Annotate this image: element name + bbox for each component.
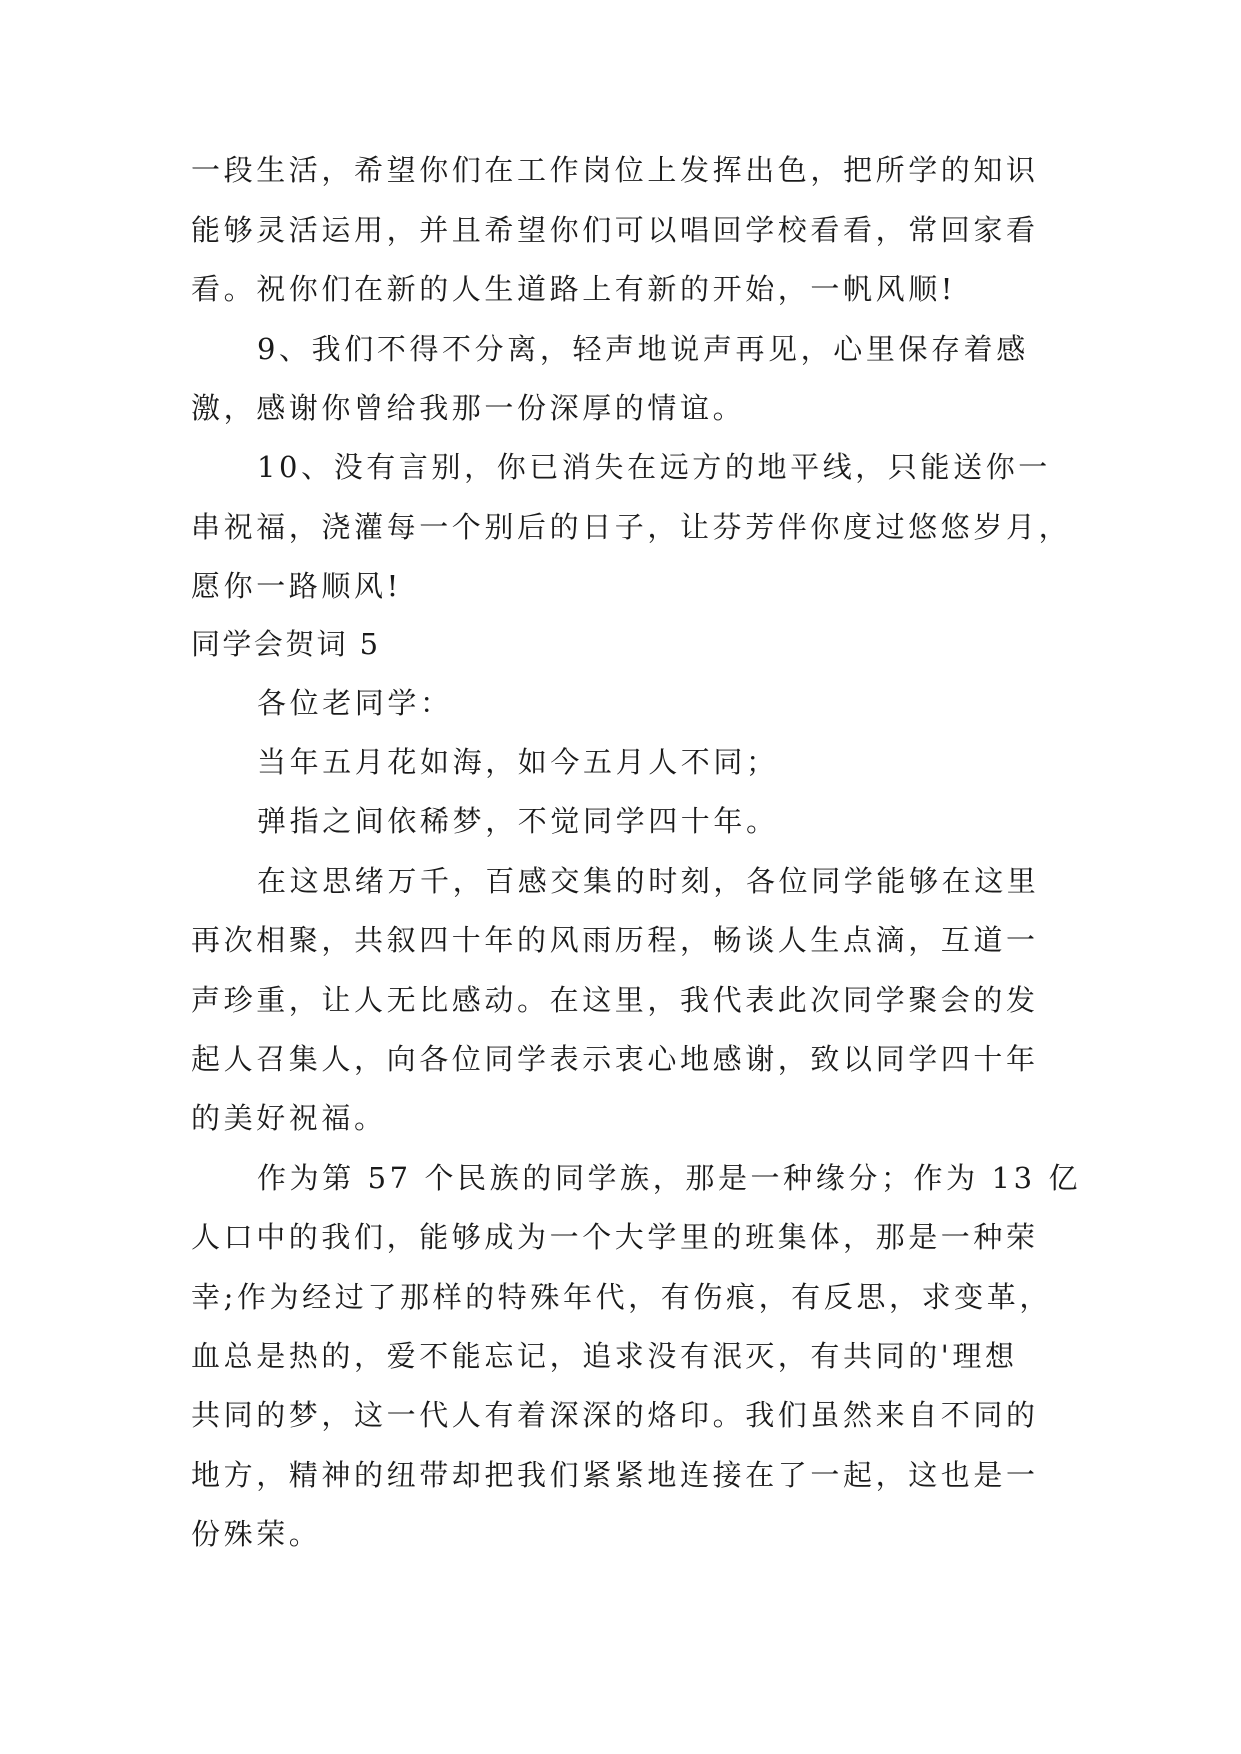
text-line: 的美好祝福。 [191,1101,387,1135]
poem-line: 弹指之间依稀梦，不觉同学四十年。 [257,804,779,838]
text-line: 作为第 57 个民族的同学族，那是一种缘分；作为 13 亿 [257,1161,1082,1195]
text-line: 一段生活，希望你们在工作岗位上发挥出色，把所学的知识 [191,153,1039,187]
text-line: 在这思绪万千，百感交集的时刻，各位同学能够在这里 [257,864,1040,898]
text-line: 愿你一路顺风! [191,569,402,603]
text-line: 起人召集人，向各位同学表示衷心地感谢，致以同学四十年 [191,1042,1039,1076]
text-line: 地方，精神的纽带却把我们紧紧地连接在了一起，这也是一 [191,1458,1039,1492]
text-line: 能够灵活运用，并且希望你们可以唱回学校看看，常回家看 [191,213,1039,247]
section-heading: 同学会贺词 5 [191,627,381,661]
text-line: 激，感谢你曾给我那一份深厚的情谊。 [191,391,746,425]
text-line: 血总是热的，爱不能忘记，追求没有泯灭，有共同的'理想 [191,1339,1018,1373]
text-line: 声珍重，让人无比感动。在这里，我代表此次同学聚会的发 [191,983,1039,1017]
text-line: 再次相聚，共叙四十年的风雨历程，畅谈人生点滴，互道一 [191,923,1039,957]
text-line: 幸;作为经过了那样的特殊年代，有伤痕，有反思，求变革， [191,1280,1052,1314]
text-line: 10、没有言别，你已消失在远方的地平线，只能送你一 [257,450,1051,484]
text-line: 人口中的我们，能够成为一个大学里的班集体，那是一种荣 [191,1220,1039,1254]
text-line: 串祝福，浇灌每一个别后的日子，让芬芳伴你度过悠悠岁月， [191,510,1072,544]
text-line: 共同的梦，这一代人有着深深的烙印。我们虽然来自不同的 [191,1398,1039,1432]
text-line: 份殊荣。 [191,1517,322,1551]
poem-line: 当年五月花如海，如今五月人不同； [257,745,779,779]
text-line: 看。祝你们在新的人生道路上有新的开始，一帆风顺! [191,272,957,306]
salutation: 各位老同学： [257,686,453,720]
text-line: 9、我们不得不分离，轻声地说声再见，心里保存着感 [257,332,1029,366]
